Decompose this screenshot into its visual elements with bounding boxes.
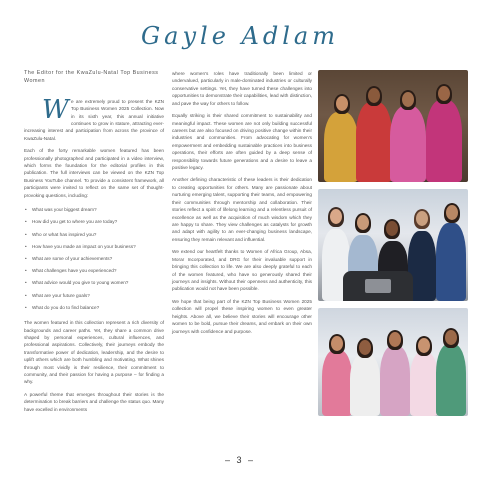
list-item: • What advice would you give to young women? [24,277,164,289]
intro-text: e are extremely proud to present the KZN Top Business Women 2025 Collection. Now in its sixth year, this annual initiative continues to grow in stature, attracting ever-increasing interest and participation from across the province of KwaZulu-Natal. [24,98,164,141]
figure-head [445,330,457,345]
list-item: • What challenges have you experienced? [24,265,164,277]
figure-head [402,92,414,107]
figure-head [368,88,380,103]
figure [436,344,466,416]
list-item: • What do you do to find balance? [24,302,164,314]
car [343,271,413,301]
paragraph: We extend our heartfelt thanks to Women of Africa Group, Absa, Morar Incorporated, and DRG for their invaluable support in bringing this collection to life. We are also deeply grateful to each of the women featured, who have so generously shared their journeys and insights. Without their openness and authenticity, this publication would not have been possible. [172,249,312,292]
list-item: • What are some of your achievements? [24,253,164,265]
list-item: • What was your biggest dream? [24,204,164,216]
group-photo-colorful-outfits [318,70,468,182]
figure-head [336,96,348,111]
page-title: Gayle Adlam [141,22,339,50]
paragraph: where women's roles have traditionally been limited or undervalued, particularly in male-dominated industries or culturally conservative settings. Yet, they have turned these challenges into opportunities to demonstrate their capabilities, lead with distinction, and pave the way for others to follow. [172,71,312,106]
figure [322,350,352,416]
left-column [24,70,164,418]
page-number: – 3 – [224,455,256,465]
figure-head [330,209,342,224]
paragraph: The women featured in this collection represent a rich diversity of backgrounds and career paths. Yet, they share a common drive shaped by personal experiences, cultural influences, and professional aspirations. Collectively, their journeys embody the transformative power of dedication, leadership, and the desire to uplift others which are both humbling and motivating. What shines through most vividly is their resilience, their commitment to community, and their passion for having a purpose – for finding a why. [24,320,164,385]
group-photo-pastel-outfits [318,308,468,416]
figure [426,100,462,182]
figure-head [389,332,401,347]
list-item: • How did you get to where you are today? [24,216,164,228]
paragraph: A powerful theme that emerges throughout their stories is the determination to break barriers and challenge the status quo. Many have excelled in environments [24,391,164,412]
middle-column [172,70,312,340]
figure-head [357,215,369,230]
figure-head [386,221,398,236]
figure [380,346,410,416]
photo-column [318,70,468,423]
figure [350,354,380,416]
list-item: • What are your future goals? [24,290,164,302]
list-item: • Who or what has inspired you? [24,229,164,241]
figure [436,223,466,301]
figure [390,106,426,182]
figure-head [438,86,450,101]
paragraph: Each of the forty remarkable women featured has been professionally photographed and participated in a video interview, which forms the foundation for the editorial profiles in this publication. The full interviews can be viewed on the KZN Top Business YouTube channel. To provide a consistent framework, all participants were invited to reflect on the same set of thought-provoking questions, including: [24,148,164,198]
figure-head [446,205,458,220]
figure [356,102,392,182]
figure-head [331,336,343,351]
drop-cap: W [42,94,69,125]
figure-head [418,338,430,353]
paragraph: Equally striking is their shared commitment to sustainability and meaningful impact. These women are not only building successful careers but are also focused on driving positive change within their industries and communities. From advocating for women's empowerment and embedding sustainable practices into business operations, their efforts are often guided by a deep sense of responsibility towards future generations and a desire to leave a positive legacy. [172,113,312,171]
editor-subtitle: The Editor for the KwaZulu-Natal Top Business Women [24,70,159,84]
paragraph: We hope that being part of the KZN Top Business Women 2025 collection will propel these inspiring women to even greater heights. Above all, we believe their stories will encourage other women to be bold, pursue their dreams, and embark on their own journeys with confidence and purpose. [172,298,312,334]
intro-paragraph [24,94,164,143]
figure-head [359,340,371,355]
figure [324,112,358,182]
figure [410,352,438,416]
list-item: • How have you made an impact on your business? [24,241,164,253]
paragraph: Another defining characteristic of these leaders is their dedication to creating opportunities for others. Many are passionate about nurturing emerging talent, supporting their teams, and empowering their communities through mentorship and collaboration. Their stories reflect a spirit of lifelong learning and a relentless pursuit of excellence as well as the acquisition of much wisdom which they are happy to share. They view challenges as catalysts for growth and adapt with agility to an ever-changing business landscape, ensuring they remain relevant and influential. [172,177,312,242]
questions-list [24,204,164,314]
group-photo-with-car [318,189,468,301]
figure-head [416,211,428,226]
